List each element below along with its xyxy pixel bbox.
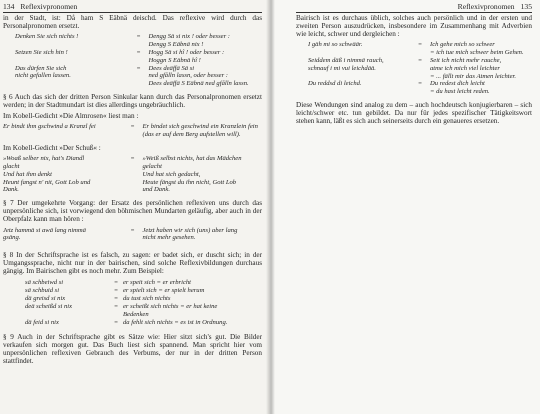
dialect-phrase: Jetz hammä si awä lang nimmä (3, 226, 86, 234)
dialect-phrase: Heunt fangst n' nit, Gott Lob und (3, 178, 91, 186)
standard-german-gloss: er spielt sich = er spielt herum (123, 286, 205, 294)
standard-german-gloss: = ... fällt mir das Atmen leichter. (430, 72, 517, 80)
dialect-phrase: Seiddem däß i nimmä rauch, (308, 57, 384, 65)
standard-german-gloss: Heute fängst du ihn nicht, Gott Lob (142, 178, 237, 186)
dialect-phrase: »Woaß selber nix, hat's Diandl (3, 155, 85, 163)
standard-german-gloss: nicht mehr gesehen. (142, 234, 196, 242)
section-6-text: § 6 Auch das sich der dritten Person Sinkular kann durch das Personalpronomen ersetzt werden; in der Stadtmundart ist dies allerdings ungebräuchlich. (3, 92, 262, 110)
standard-german-gloss: Seit ich nicht mehr rauche, (430, 57, 502, 65)
standard-german-gloss: Bedenken (123, 310, 149, 318)
equals-sign (133, 72, 145, 80)
standard-german-gloss: Dengg Sä si nix ! oder besser : (148, 33, 230, 41)
equals-sign (127, 234, 139, 242)
equals-sign: = (114, 294, 118, 302)
standard-german-gloss: ned gfålln lassn, oder besser : (148, 72, 228, 80)
dialect-phrase (15, 80, 129, 88)
dialect-phrase: Und hat ihm denkt (3, 170, 52, 178)
right-closing-text: Diese Wendungen sind analog zu dem – auch hochdeutsch konjugierbaren – sich leicht/schwer etc. tun gebildet. Da nur für jedes spezifischer Tätigkeitswort stehen kann, läßt es sich auch seinerseits durch ein genaueres ersetzen. (296, 101, 532, 126)
standard-german-gloss: und Dank. (142, 186, 170, 194)
standard-german-gloss: Dees deäffä S Eäbnä ned gfålln lassn. (148, 80, 249, 88)
equals-sign: = (130, 123, 135, 131)
standard-german-gloss: da fehlt sich nichts = es ist in Ordnung. (123, 318, 228, 326)
right-page-number: 135 (520, 2, 532, 11)
equals-sign (133, 57, 145, 65)
dialect-phrase (308, 49, 410, 57)
equals-sign (127, 163, 139, 171)
equals-sign: = (418, 41, 422, 49)
standard-german-gloss: = du hast leicht reden. (430, 88, 490, 96)
standard-german-gloss: Er bindet sich geschwind ein Kranzlein fein (das er auf dem Berg aufstellen will). (142, 123, 258, 139)
dialect-phrase: sä schbuid si (25, 286, 60, 294)
dialect-phrase: Du reddsd di leichd. (308, 80, 362, 88)
dialect-phrase: Dank. (3, 186, 19, 194)
standard-german-gloss: Du redest dich leicht (430, 80, 485, 88)
almrosen-heading: Im Kobell-Gedicht »Die Almrosen« liest man : (3, 112, 139, 121)
equals-sign: = (136, 33, 141, 41)
standard-german-gloss: Dengg S Eäbnä nix ! (148, 41, 204, 49)
equals-sign (414, 73, 426, 81)
equals-sign (127, 179, 139, 187)
example-list-2 (3, 123, 262, 139)
dialect-phrase: Er bindt ihm gschwind a Kranzl fei (3, 123, 96, 131)
dialect-phrase: Denken Sie sich nichts ! (15, 33, 79, 41)
standard-german-gloss: du tust sich nichts (123, 294, 171, 302)
equals-sign: = (114, 286, 118, 294)
standard-german-gloss: Hogg Sä si hî ! oder besser : (148, 48, 225, 56)
equals-sign (127, 171, 139, 179)
dialect-phrase: dä feid si nix (25, 318, 59, 326)
section-9-text: § 9 Auch in der Schriftsprache gibt es Sätze wie: Hier sitzt sich's gut. Die Bilder verkaufen sich morgen gut. Das Buch liest sich spannend. Man spricht hier vom unpersönlichen reflexiven Gebrauch des Verbums, der nur in der dritten Person stattfindet. (3, 332, 262, 366)
equals-sign: = (136, 64, 141, 72)
example-list-3 (3, 155, 262, 194)
left-intro: in der Stadt, ist: Då ham S Eäbnä deischd. Das reflexive wird durch das Personalpronomen ersetzt. (3, 14, 262, 31)
dialect-phrase (15, 57, 129, 65)
dialect-phrase: Das dürfen Sie sich (15, 64, 67, 72)
right-page (270, 0, 540, 414)
equals-sign (109, 311, 123, 319)
example-list-1 (15, 33, 262, 88)
left-page-number: 134 (3, 2, 15, 11)
dialect-phrase (25, 311, 109, 319)
book-spine-shadow (266, 0, 275, 414)
equals-sign: = (114, 302, 118, 310)
dialect-phrase (308, 73, 410, 81)
example-list-5 (25, 279, 262, 327)
standard-german-gloss: er speit sich = er erbricht (123, 278, 191, 286)
left-running-head: Reflexivpronomen (20, 2, 78, 11)
equals-sign (127, 186, 139, 194)
equals-sign: = (114, 278, 118, 286)
standard-german-gloss: = ich tue mich schwer beim Gehen. (430, 49, 524, 57)
standard-german-gloss: Jetzt haben wir sich (uns) aber lang (142, 226, 238, 234)
standard-german-gloss: atme ich mich viel leichter (430, 64, 500, 72)
standard-german-gloss: »Weiß selbst nichts, hat das Mädchen (142, 155, 242, 163)
standard-german-gloss: Und hat sich gedacht, (142, 170, 201, 178)
dialect-phrase: schnauf i mi vui leichdää. (308, 64, 376, 72)
equals-sign: = (114, 318, 118, 326)
right-page-header (296, 2, 532, 13)
dialect-phrase: sä schbeiwd si (25, 278, 64, 286)
right-running-head: Reflexivpronomen (457, 2, 515, 11)
standard-german-gloss: gelacht (142, 162, 162, 170)
dialect-phrase (308, 88, 410, 96)
left-page-header (3, 2, 262, 13)
section-8-text: § 8 In der Schriftsprache ist es falsch, zu sagen: er badet sich, er duscht sich; in der Umgangssprache, nicht nur in der bairischen, sind solche Reflexivbildungen durchaus gängig. Im Bairischen gibt es noch mehr. Zum Beispiel: (3, 251, 262, 276)
right-intro: Bairisch ist es durchaus üblich, solches auch persönlich und in der ersten und zweiten Person auszudrücken, insbesondere im Zusammenhang mit Adverbien wie leicht, schwer und dergleichen : (296, 14, 532, 39)
example-list-4 (3, 227, 262, 243)
equals-sign: = (418, 80, 422, 88)
equals-sign (414, 88, 426, 96)
standard-german-gloss: Dees deäffä Sä si (148, 64, 195, 72)
section-7-text: § 7 Der umgekehrte Vorgang: der Ersatz des persönlichen reflexiven uns durch das unpersönliche sich, ist vorwiegend den böhmischen Mundarten geläufig, aber auch in der Oberpfalz kann man hören : (3, 199, 262, 224)
schuss-heading: Im Kobell-Gedicht »Der Schuß« : (3, 143, 101, 152)
equals-sign (133, 41, 145, 49)
example-list-right (308, 41, 532, 96)
dialect-phrase: gsäng. (3, 234, 21, 242)
equals-sign (414, 65, 426, 73)
dialect-phrase: glacht (3, 162, 20, 170)
equals-sign: = (130, 226, 135, 234)
dialect-phrase: dä greisd si nix (25, 294, 66, 302)
equals-sign (133, 80, 145, 88)
standard-german-gloss: Hoggn S Eäbnä hî ! (148, 56, 201, 64)
dialect-phrase: I gäh mi so schwäär. (308, 41, 363, 49)
equals-sign: = (130, 155, 135, 163)
equals-sign: = (418, 57, 422, 65)
standard-german-gloss: er scheißt sich nichts = er hat keine (123, 302, 218, 310)
dialect-phrase (15, 41, 129, 49)
standard-german-gloss: Ich gehe mich so schwer (430, 41, 495, 49)
equals-sign: = (136, 48, 141, 56)
equals-sign (414, 49, 426, 57)
dialect-phrase: deä scheißd si nix (25, 302, 73, 310)
dialect-phrase: nicht gefallen lassen. (15, 72, 71, 80)
dialect-phrase: Setzen Sie sich hin ! (15, 48, 68, 56)
